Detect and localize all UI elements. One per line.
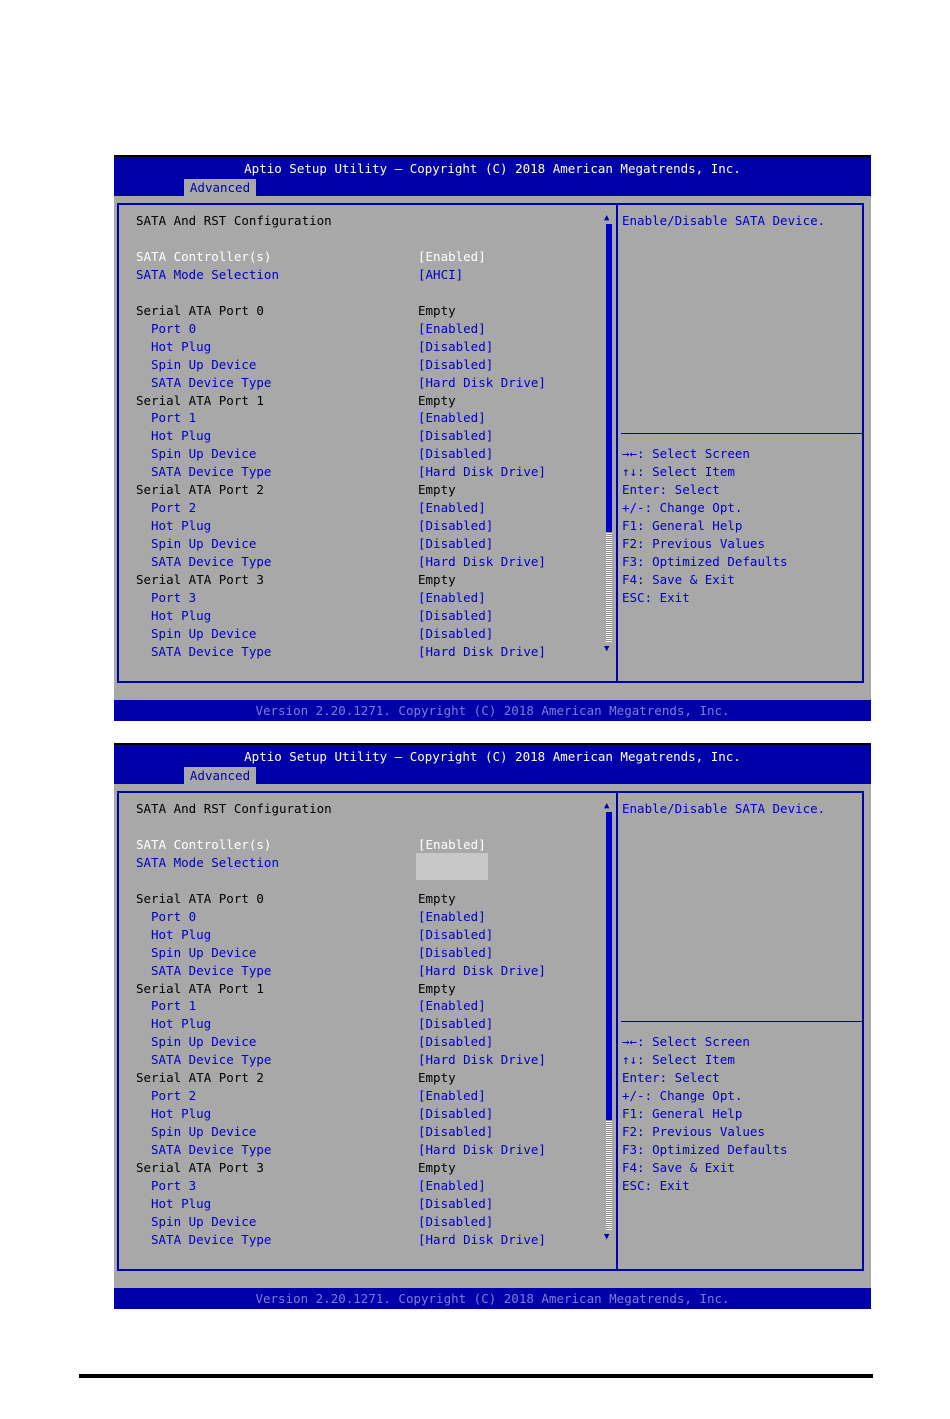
device-type-label[interactable]: SATA Device Type (151, 554, 272, 570)
port-status: Empty (418, 890, 456, 906)
scrollbar-thumb[interactable] (606, 812, 612, 1120)
port-enable-label[interactable]: Port 3 (151, 1177, 197, 1193)
port-enable-label[interactable]: Port 0 (151, 908, 197, 924)
sata-controller-label[interactable]: SATA Controller(s) (136, 836, 272, 852)
hot-plug-label[interactable]: Hot Plug (151, 428, 212, 444)
device-type-value[interactable]: [Hard Disk Drive] (418, 554, 546, 570)
spin-up-value[interactable]: [Disabled] (418, 446, 494, 462)
sata-mode-popup[interactable] (416, 853, 488, 880)
help-divider (621, 1021, 864, 1022)
device-type-label[interactable]: SATA Device Type (151, 1231, 272, 1247)
hot-plug-value[interactable]: [Disabled] (418, 1195, 494, 1211)
port-header: Serial ATA Port 3 (136, 572, 264, 587)
hot-plug-label[interactable]: Hot Plug (151, 926, 212, 942)
help-description: Enable/Disable SATA Device. (622, 801, 826, 816)
port-enable-value[interactable]: [Enabled] (418, 500, 486, 516)
tab-advanced[interactable]: Advanced (184, 767, 256, 784)
port-header: Serial ATA Port 0 (136, 302, 264, 318)
port-enable-label[interactable]: Port 0 (151, 320, 197, 336)
device-type-value[interactable]: [Hard Disk Drive] (418, 464, 546, 480)
spin-up-label[interactable]: Spin Up Device (151, 536, 257, 552)
scroll-down-icon[interactable]: ▼ (604, 643, 610, 654)
hot-plug-value[interactable]: [Disabled] (418, 607, 494, 623)
key-hint: F1: General Help (622, 1106, 743, 1122)
port-enable-value[interactable]: [Enabled] (418, 1088, 486, 1104)
tab-advanced[interactable]: Advanced (184, 179, 256, 196)
key-hint: ↑↓: Select Item (622, 464, 735, 480)
spin-up-label[interactable]: Spin Up Device (151, 944, 257, 960)
device-type-label[interactable]: SATA Device Type (151, 643, 272, 659)
port-header: Serial ATA Port 3 (136, 1160, 264, 1175)
top-border-line (114, 743, 871, 745)
spin-up-label[interactable]: Spin Up Device (151, 625, 257, 641)
device-type-value[interactable]: [Hard Disk Drive] (418, 643, 546, 659)
port-header: Serial ATA Port 2 (136, 482, 264, 498)
spin-up-label[interactable]: Spin Up Device (151, 356, 257, 372)
key-hint: F3: Optimized Defaults (622, 1142, 788, 1158)
spin-up-label[interactable]: Spin Up Device (151, 1124, 257, 1140)
hot-plug-label[interactable]: Hot Plug (151, 1016, 212, 1032)
content-panel (114, 784, 871, 1305)
spin-up-value[interactable]: [Disabled] (418, 536, 494, 552)
port-header: Serial ATA Port 1 (136, 392, 264, 408)
setup-title: Aptio Setup Utility – Copyright (C) 2018 American Megatrends, Inc. (244, 749, 741, 764)
sata-controller-value[interactable]: [Enabled] (418, 248, 486, 264)
sata-mode-label[interactable]: SATA Mode Selection (136, 266, 279, 282)
port-enable-value[interactable]: [Enabled] (418, 320, 486, 336)
column-divider (616, 203, 618, 683)
key-hint: ESC: Exit (622, 1177, 690, 1193)
port-status: Empty (418, 1070, 456, 1086)
port-status: Empty (418, 302, 456, 318)
sata-mode-label[interactable]: SATA Mode Selection (136, 854, 279, 870)
column-divider (616, 791, 618, 1271)
key-hint: →←: Select Screen (622, 1034, 750, 1050)
scroll-down-icon[interactable]: ▼ (604, 1231, 610, 1242)
hot-plug-value[interactable]: [Disabled] (418, 428, 494, 444)
content-panel (114, 196, 871, 717)
port-enable-label[interactable]: Port 1 (151, 998, 197, 1014)
device-type-value[interactable]: [Hard Disk Drive] (418, 1231, 546, 1247)
spin-up-value[interactable]: [Disabled] (418, 944, 494, 960)
setup-title: Aptio Setup Utility – Copyright (C) 2018 American Megatrends, Inc. (244, 161, 741, 176)
port-enable-value[interactable]: [Enabled] (418, 998, 486, 1014)
help-divider (621, 433, 864, 434)
key-hint: F2: Previous Values (622, 1124, 765, 1140)
port-status: Empty (418, 392, 456, 408)
port-header: Serial ATA Port 1 (136, 980, 264, 996)
port-enable-label[interactable]: Port 2 (151, 500, 197, 516)
hot-plug-value[interactable]: [Disabled] (418, 338, 494, 354)
device-type-value[interactable]: [Hard Disk Drive] (418, 1142, 546, 1158)
key-hint: →←: Select Screen (622, 446, 750, 462)
section-heading: SATA And RST Configuration (136, 801, 332, 816)
port-enable-value[interactable]: [Enabled] (418, 908, 486, 924)
device-type-value[interactable]: [Hard Disk Drive] (418, 1052, 546, 1068)
port-header: Serial ATA Port 2 (136, 1070, 264, 1086)
port-enable-label[interactable]: Port 1 (151, 410, 197, 426)
device-type-label[interactable]: SATA Device Type (151, 1142, 272, 1158)
key-hint: ↑↓: Select Item (622, 1052, 735, 1068)
bios-screen-1 (114, 155, 871, 721)
hot-plug-value[interactable]: [Disabled] (418, 518, 494, 534)
hot-plug-label[interactable]: Hot Plug (151, 607, 212, 623)
device-type-label[interactable]: SATA Device Type (151, 1052, 272, 1068)
version-footer: Version 2.20.1271. Copyright (C) 2018 American Megatrends, Inc. (114, 1288, 871, 1309)
page-bottom-rule (79, 1374, 873, 1378)
key-hint: +/-: Change Opt. (622, 500, 743, 516)
spin-up-label[interactable]: Spin Up Device (151, 1213, 257, 1229)
spin-up-value[interactable]: [Disabled] (418, 625, 494, 641)
spin-up-value[interactable]: [Disabled] (418, 1213, 494, 1229)
key-hint: F2: Previous Values (622, 536, 765, 552)
device-type-label[interactable]: SATA Device Type (151, 962, 272, 978)
hot-plug-label[interactable]: Hot Plug (151, 338, 212, 354)
port-enable-label[interactable]: Port 3 (151, 589, 197, 605)
spin-up-value[interactable]: [Disabled] (418, 1124, 494, 1140)
scrollbar-thumb[interactable] (606, 224, 612, 532)
key-hint: F4: Save & Exit (622, 572, 735, 587)
hot-plug-label[interactable]: Hot Plug (151, 1195, 212, 1211)
hot-plug-label[interactable]: Hot Plug (151, 518, 212, 534)
bios-screen-2 (114, 743, 871, 1309)
key-hint: ESC: Exit (622, 589, 690, 605)
device-type-label[interactable]: SATA Device Type (151, 464, 272, 480)
scroll-up-icon[interactable]: ▲ (604, 213, 610, 223)
hot-plug-label[interactable]: Hot Plug (151, 1106, 212, 1122)
sata-mode-value[interactable]: [AHCI] (418, 266, 464, 282)
sata-controller-label[interactable]: SATA Controller(s) (136, 248, 272, 264)
version-footer: Version 2.20.1271. Copyright (C) 2018 American Megatrends, Inc. (114, 700, 871, 721)
sata-controller-value[interactable]: [Enabled] (418, 836, 486, 852)
section-heading: SATA And RST Configuration (136, 213, 332, 228)
hot-plug-value[interactable]: [Disabled] (418, 1106, 494, 1122)
port-status: Empty (418, 1160, 456, 1175)
scroll-up-icon[interactable]: ▲ (604, 801, 610, 811)
key-hint: Enter: Select (622, 482, 720, 498)
hot-plug-value[interactable]: [Disabled] (418, 1016, 494, 1032)
device-type-value[interactable]: [Hard Disk Drive] (418, 962, 546, 978)
spin-up-label[interactable]: Spin Up Device (151, 446, 257, 462)
key-hint: F1: General Help (622, 518, 743, 534)
help-description: Enable/Disable SATA Device. (622, 213, 826, 228)
port-enable-value[interactable]: [Enabled] (418, 589, 486, 605)
spin-up-value[interactable]: [Disabled] (418, 1034, 494, 1050)
port-header: Serial ATA Port 0 (136, 890, 264, 906)
device-type-value[interactable]: [Hard Disk Drive] (418, 374, 546, 390)
port-enable-value[interactable]: [Enabled] (418, 1177, 486, 1193)
port-status: Empty (418, 482, 456, 498)
top-border-line (114, 155, 871, 157)
key-hint: +/-: Change Opt. (622, 1088, 743, 1104)
key-hint: F4: Save & Exit (622, 1160, 735, 1175)
device-type-label[interactable]: SATA Device Type (151, 374, 272, 390)
spin-up-label[interactable]: Spin Up Device (151, 1034, 257, 1050)
port-status: Empty (418, 572, 456, 587)
port-enable-label[interactable]: Port 2 (151, 1088, 197, 1104)
key-hint: F3: Optimized Defaults (622, 554, 788, 570)
key-hint: Enter: Select (622, 1070, 720, 1086)
spin-up-value[interactable]: [Disabled] (418, 356, 494, 372)
hot-plug-value[interactable]: [Disabled] (418, 926, 494, 942)
port-status: Empty (418, 980, 456, 996)
port-enable-value[interactable]: [Enabled] (418, 410, 486, 426)
